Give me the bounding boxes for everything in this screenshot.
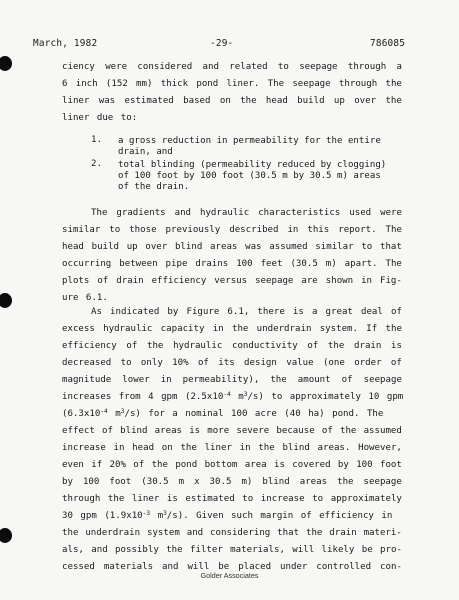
- text-line: through the liner is estimated to increase to approximately: [62, 494, 402, 504]
- list-item-line: of 100 foot by 100 foot (30.5 m by 30.5 m) areas: [118, 171, 381, 181]
- text-line: effect of blind areas is more severe because of the assumed: [62, 426, 402, 436]
- text-line: excess hydraulic capacity in the underdrain system. If the: [62, 324, 402, 334]
- text-line: decreased to only 10% of its design value (one order of: [62, 358, 402, 368]
- text-line: even if 20% of the pond bottom area is covered by 100 foot: [62, 460, 402, 470]
- list-item-line: of the drain.: [118, 182, 190, 192]
- text-line: increase in head on the liner in the blind areas. However,: [62, 443, 402, 453]
- list-item-line: total blinding (permeability reduced by clogging): [118, 160, 387, 170]
- list-item-line: a gross reduction in permeability for the entire: [118, 136, 381, 146]
- text-line: 30 gpm ($1.9x10^{-3}$ $m^3/s$). Given such margin of efficiency in: [62, 510, 393, 521]
- text-line: ($6.3x10^{-4}$ $m^3/s$) for a nominal 100 acre (40 ha) pond. The: [62, 408, 384, 419]
- text-line: As indicated by Figure 6.1, there is a great deal of: [91, 307, 402, 317]
- text-line: plots of drain efficiency versus seepage are shown in Fig-: [62, 276, 402, 286]
- list-item-number: 2.: [91, 159, 102, 169]
- text-line: liner was estimated based on the head build up over the: [62, 96, 402, 106]
- list-item-number: 1.: [91, 135, 102, 145]
- text-line: liner due to:: [62, 113, 138, 123]
- text-line: head build up over blind areas was assumed similar to that: [62, 242, 402, 252]
- text-line: ciency were considered and related to seepage through a: [62, 62, 402, 72]
- list-item-line: drain, and: [118, 147, 173, 157]
- binder-hole: [0, 528, 12, 543]
- text-line: The gradients and hydraulic characteristics used were: [91, 208, 402, 218]
- header-doc-number: 786085: [370, 38, 406, 49]
- text-line: ure 6.1.: [62, 293, 108, 303]
- header-page-number: -29-: [210, 38, 234, 49]
- text-line: the underdrain system and considering that the drain materi-: [62, 528, 402, 538]
- text-line: 6 inch (152 mm) thick pond liner. The seepage through the: [62, 79, 402, 89]
- text-line: magnitude lower in permeability), the amount of seepage: [62, 375, 402, 385]
- text-line: als, and possibly the filter materials, will likely be pro-: [62, 545, 402, 555]
- text-line: by 100 foot (30.5 m x 30.5 m) blind areas the seepage: [62, 477, 402, 487]
- text-line: similar to those previously described in this report. The: [62, 225, 402, 235]
- text-line: occurring between pipe drains 100 feet (30.5 m) apart. The: [62, 259, 402, 269]
- text-line: cessed materials and will be placed under controlled con-: [62, 562, 402, 572]
- text-line: increases from 4 gpm ($2.5x10^{-4}$ $m^3/s$) to approximately 10 gpm: [62, 391, 404, 402]
- header-date: March, 1982: [33, 38, 98, 49]
- text-line: efficiency of the hydraulic conductivity of the drain is: [62, 341, 402, 351]
- binder-hole: [0, 293, 12, 308]
- binder-hole: [0, 56, 12, 71]
- footer-company: Golder Associates: [200, 571, 259, 580]
